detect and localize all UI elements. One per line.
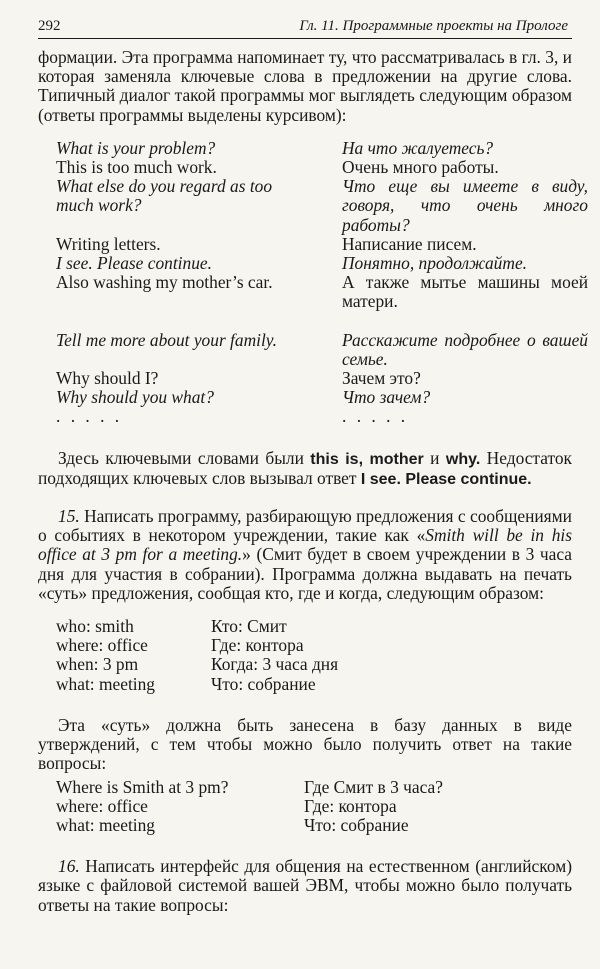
dialogue-en: I see. Please continue. xyxy=(56,253,212,274)
task-16-paragraph xyxy=(38,857,572,915)
dialogue-en: Also washing my mother’s car. xyxy=(56,272,273,293)
keyword: I see. Please continue. xyxy=(360,470,532,488)
task-number: 15. xyxy=(58,506,80,527)
dialogue-en: What else do you regard as too much work? xyxy=(56,176,273,216)
questions-table xyxy=(56,778,572,836)
task-number: 16. xyxy=(58,856,80,877)
text-run: Написать интерфейс для общения на естественном (английском) языке с файловой системой вашей ЭВМ, чтобы можно было получать ответы на такие вопросы: xyxy=(38,856,572,915)
chapter-title: Гл. 11. Программные проекты на Прологе xyxy=(299,18,568,34)
gist-en: who: smith xyxy=(56,616,134,637)
spacer xyxy=(342,312,588,331)
text-run: и xyxy=(423,447,446,468)
question-en: where: office xyxy=(56,795,148,816)
example-sentence: Smith will be in his office at 3 pm for a meeting. xyxy=(38,525,572,565)
text-run: Недостаток подходящих ключевых слов вызывал ответ xyxy=(38,447,573,488)
intro-paragraph: формации. Эта программа напоминает ту, что рассматривалась в гл. 3, и которая заменяла ключевые слова в предложении на другие слова. Типичный диалог такой программы мог выглядеть следующим образом (ответы программы выделены курсивом): xyxy=(38,47,572,125)
dialogue-ru: Понятно, продолжайте. xyxy=(342,253,528,274)
dialogue-ellipsis: . . . . . xyxy=(56,406,123,427)
dialogue-ru: Написание писем. xyxy=(342,233,477,254)
dialogue-en: Writing letters. xyxy=(56,233,161,254)
dialogue-ru: Что еще вы имеете в виду, говоря, что очень много работы? xyxy=(342,176,588,235)
gist-ru: Где: контора xyxy=(211,635,304,656)
spacer xyxy=(56,312,342,331)
gist-ru: Когда: 3 часа дня xyxy=(211,654,339,675)
gist-paragraph: Эта «суть» должна быть занесена в базу данных в виде утверждений, с тем чтобы можно было получить ответ на такие вопросы: xyxy=(38,714,572,774)
gist-en: what: meeting xyxy=(56,673,156,694)
dialogue-en: Why should I? xyxy=(56,368,159,389)
page-number: 292 xyxy=(38,18,61,34)
dialogue-ru: Очень много работы. xyxy=(342,157,499,178)
dialogue-ru: На что жалуетесь? xyxy=(342,137,494,158)
keyword: why. xyxy=(445,450,481,468)
dialogue-table xyxy=(56,137,588,427)
text-run: Здесь ключевыми словами были xyxy=(58,447,311,468)
gist-ru: Кто: Смит xyxy=(211,616,287,637)
text-run: Написать программу, разбирающую предложения с сообщениями о событиях в некотором учреждении, такие как « xyxy=(38,506,572,546)
keywords-paragraph xyxy=(38,449,572,489)
gist-en: where: office xyxy=(56,635,148,656)
dialogue-en: Why should you what? xyxy=(56,387,214,408)
dialogue-ru: Зачем это? xyxy=(342,368,421,389)
question-ru: Где Смит в 3 часа? xyxy=(304,776,443,797)
dialogue-ellipsis: . . . . . xyxy=(342,406,409,427)
question-ru: Что: собрание xyxy=(304,814,409,835)
keyword: this is, mother xyxy=(310,450,424,468)
text-run: » (Смит будет в своем учреждении в 3 часа дня для участия в собрании). Программа должна выдавать на печать «суть» предложения, сообщая кто, где и когда, следующим образом: xyxy=(38,544,572,603)
question-en: what: meeting xyxy=(56,814,156,835)
dialogue-ru: А также мытье машины моей матери. xyxy=(342,272,588,312)
dialogue-ru: Что зачем? xyxy=(342,387,431,408)
task-15-paragraph xyxy=(38,507,572,603)
question-ru: Где: контора xyxy=(304,795,397,816)
dialogue-en: Tell me more about your family. xyxy=(56,329,277,350)
gist-en: when: 3 pm xyxy=(56,654,139,675)
dialogue-en: This is too much work. xyxy=(56,157,217,178)
dialogue-ru: Расскажите подробнее о вашей семье. xyxy=(342,329,588,369)
question-en: Where is Smith at 3 pm? xyxy=(56,776,229,797)
gist-ru: Что: собрание xyxy=(211,673,316,694)
gist-table xyxy=(56,617,572,694)
running-header xyxy=(38,18,572,39)
dialogue-en: What is your problem? xyxy=(56,137,216,158)
